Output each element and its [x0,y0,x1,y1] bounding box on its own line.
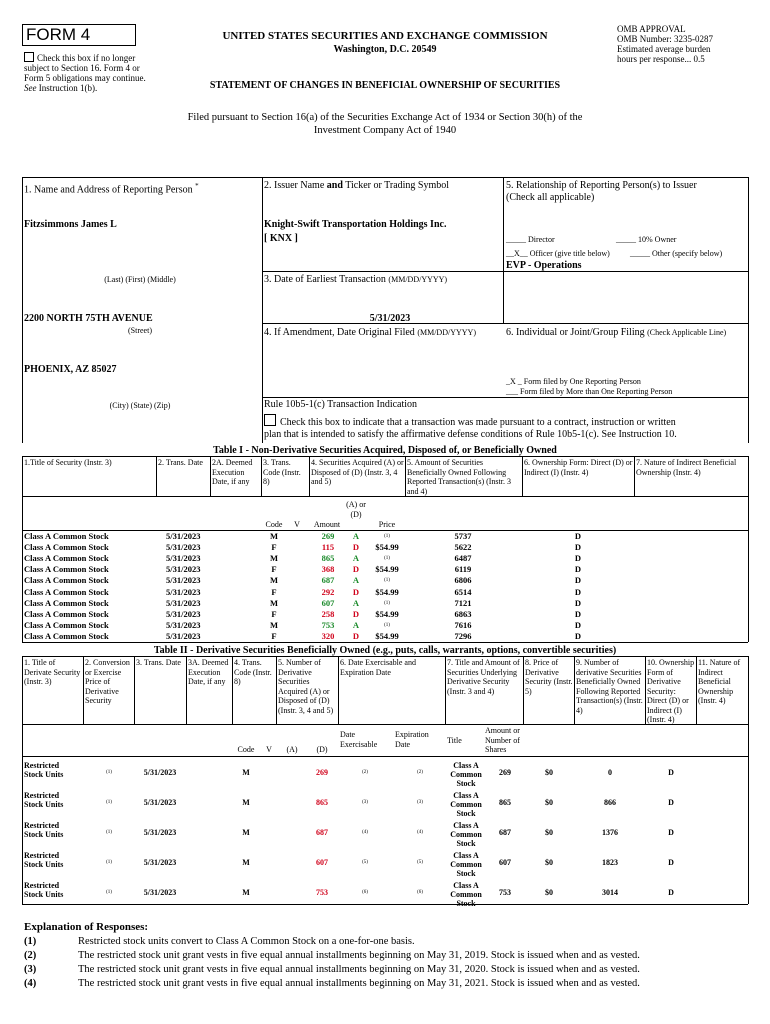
price: (1) [384,578,390,584]
amount: 607 [321,597,335,608]
filed-pursuant-text [100,111,670,137]
ownership-form: D [574,586,582,597]
underlying-shares: 753 [499,888,511,897]
t2-sub-code: Code [237,745,255,754]
city-state-zip-label: (City) (State) (Zip) [109,401,171,410]
trans-date: 5/31/2023 [166,575,201,586]
t1-h7: 7. Nature of Indirect Beneficial Ownership (Instr. 4) [636,458,737,477]
filing-label-text: 6. Individual or Joint/Group Filing [506,327,645,338]
conversion-price: (1) [106,830,112,835]
expiration-date: (6) [417,890,423,895]
t2-sub-amount: Amount or Number of Shares [485,726,520,754]
director-option: _____ Director [506,235,555,244]
disposed-amount: 607 [316,858,328,867]
table2-row [0,788,770,818]
table1-row [0,598,770,609]
omb-hours: hours per response... 0.5 [617,54,705,64]
rule-10b5-line-2: plan that is intended to satisfy the affirmative defense conditions of Rule 10b5-1(c). See Instruction 10. [264,429,677,440]
table2-row [0,758,770,788]
security-title: Class A Common Stock [24,608,109,619]
acquired-disposed: A [352,531,360,541]
ownership-form: D [574,553,582,564]
t1-h2: 2. Trans. Date [158,458,203,467]
amendment-label-text: 4. If Amendment, Date Original Filed [264,327,415,338]
t2-h1: 1. Title of Derivate Security (Instr. 3) [24,658,81,686]
derivative-price: $0 [545,828,553,837]
table1-row [0,620,770,631]
trans-code: M [242,858,250,867]
trans-code: F [271,586,277,597]
t2-sub-a: (A) [286,745,298,754]
acquired-disposed: D [352,630,360,641]
security-title: Restricted Stock Units [24,881,64,899]
date-exercisable: (4) [362,830,368,835]
omb-burden: Estimated average burden [617,44,711,54]
relationship-label [506,180,697,204]
street-label: (Street) [128,326,152,335]
trans-date: 5/31/2023 [143,768,177,777]
security-title: Class A Common Stock [24,531,109,541]
table1-row [0,587,770,598]
filed-line-1: Filed pursuant to Section 16(a) of the Securities Exchange Act of 1934 or Section 30(h) of the [187,112,583,123]
price: (1) [384,600,390,606]
explanation-number: (3) [24,964,37,975]
trans-code: F [271,564,277,575]
trans-date: 5/31/2023 [143,858,177,867]
owned-following: 5622 [454,542,472,553]
other-option: _____ Other (specify below) [630,249,723,258]
amount: 368 [321,564,335,575]
t1-h1: 1.Title of Security (Instr. 3) [24,458,112,467]
security-title: Class A Common Stock [24,542,109,553]
amount: 687 [321,575,335,586]
t1-sub-code: Code [265,520,283,529]
t2-sub-d: (D) [316,745,328,754]
explanation-number: (4) [24,978,37,989]
earliest-date-label [264,274,447,286]
reporting-city: PHOENIX, AZ 85027 [24,364,117,375]
explanation-text: Restricted stock units convert to Class A Common Stock on a one-for-one basis. [78,936,415,947]
trans-code: M [269,619,279,630]
trans-date: 5/31/2023 [143,828,177,837]
rule-10b5-checkbox[interactable] [264,414,276,426]
t2-sub-exp: Expiration Date [395,730,429,749]
rule-10b5-label: Rule 10b5-1(c) Transaction Indication [264,399,418,410]
relationship-label-1: 5. Relationship of Reporting Person(s) to Issuer [506,180,697,191]
earliest-date-format: (MM/DD/YYYY) [388,275,448,284]
officer-title: EVP - Operations [506,260,582,271]
amount: 865 [321,553,335,564]
security-title: Class A Common Stock [24,564,109,575]
filed-line-2: Investment Company Act of 1940 [313,125,457,136]
trans-code: F [271,542,277,553]
amount: 320 [321,630,335,641]
underlying-title: Class A Common Stock [450,821,482,848]
explanation-number: (1) [24,936,37,947]
owned-following: 5737 [454,531,472,541]
trans-date: 5/31/2023 [166,619,201,630]
t1-sub-amount: Amount [313,520,341,529]
t2-h7: 7. Title and Amount of Securities Underlying Derivative Security (Instr. 3 and 4) [447,658,520,696]
issuer-label-and: and [326,180,343,191]
price: $54.99 [375,564,399,575]
disposed-amount: 753 [316,888,328,897]
table1-row [0,542,770,553]
t2-h10: 10. Ownership Form of Derivative Security: Direct (D) or Indirect (I) (Instr. 4) [647,658,695,724]
filing-more-persons: ___ Form filed by More than One Reporting Person [506,387,673,396]
security-title: Restricted Stock Units [24,851,64,869]
acquired-disposed: D [352,542,360,553]
owned-following: 6119 [454,564,472,575]
acquired-disposed: D [352,564,360,575]
owned-following: 7616 [454,619,472,630]
derivative-form: D [668,828,674,837]
security-title: Class A Common Stock [24,553,109,564]
trans-date: 5/31/2023 [166,597,201,608]
omb-approval-box [617,24,747,64]
issuer-ticker: [ KNX ] [264,233,298,244]
security-title: Class A Common Stock [24,630,109,641]
date-exercisable: (5) [362,860,368,865]
security-title: Restricted Stock Units [24,821,64,839]
no-longer-subject-checkbox-text [24,52,154,93]
table1-row [0,531,770,542]
earliest-date-value: 5/31/2023 [369,313,411,324]
explanation-text: The restricted stock unit grant vests in five equal annual installments beginning on May 31, 2021. Stock is issued when and as vested. [78,978,640,989]
disposed-amount: 269 [316,768,328,777]
date-exercisable: (2) [362,770,368,775]
expiration-date: (4) [417,830,423,835]
issuer-label-a: 2. Issuer Name [264,180,325,191]
derivative-form: D [668,798,674,807]
trans-code: M [242,828,250,837]
ownership-form: D [574,608,582,619]
see-label: See [24,83,37,93]
t2-h6: 6. Date Exercisable and Expiration Date [340,658,416,677]
t2-h3: 3. Trans. Date [136,658,181,667]
table1-row [0,553,770,564]
trans-date: 5/31/2023 [166,531,201,541]
underlying-title: Class A Common Stock [450,881,482,908]
security-title: Restricted Stock Units [24,791,64,809]
derivative-price: $0 [545,858,553,867]
security-title: Class A Common Stock [24,586,109,597]
disposed-amount: 687 [316,828,328,837]
filing-note: (Check Applicable Line) [647,328,727,337]
underlying-title: Class A Common Stock [450,791,482,818]
conversion-price: (1) [106,800,112,805]
security-title: Class A Common Stock [24,575,109,586]
issuer-label-b: Ticker or Trading Symbol [345,180,450,191]
security-title: Class A Common Stock [24,619,109,630]
derivative-owned: 866 [604,798,616,807]
price: $54.99 [375,542,399,553]
expiration-date: (3) [417,800,423,805]
trans-date: 5/31/2023 [166,608,201,619]
trans-code: M [269,597,279,608]
reporting-label-mark: * [195,182,199,190]
t1-h4: 4. Securities Acquired (A) or Disposed of (D) (Instr. 3, 4 and 5) [311,458,404,486]
ownership-form: D [574,575,582,586]
ten-pct-owner-option: _____ 10% Owner [616,235,677,244]
no-longer-subject-checkbox[interactable] [24,52,34,62]
owned-following: 6863 [454,608,472,619]
trans-code: F [271,608,277,619]
officer-option: __X__ Officer (give title below) [506,249,610,258]
ownership-form: D [574,619,582,630]
acquired-disposed: A [352,597,360,608]
table1-row [0,575,770,586]
owned-following: 6487 [454,553,472,564]
derivative-owned: 1823 [602,858,618,867]
ownership-form: D [574,531,582,541]
acquired-disposed: A [352,553,360,564]
security-title: Class A Common Stock [24,597,109,608]
t2-h8: 8. Price of Derivative Security (Instr. 5) [525,658,573,696]
t1-h6: 6. Ownership Form: Direct (D) or Indirect (I) (Instr. 4) [524,458,633,477]
ownership-form: D [574,630,582,641]
trans-date: 5/31/2023 [166,553,201,564]
table2-row [0,848,770,878]
owned-following: 7121 [454,597,472,608]
agency-name: UNITED STATES SECURITIES AND EXCHANGE COMMISSION [222,30,548,42]
t2-h4: 4. Trans. Code (Instr. 8) [234,658,272,686]
t1-h2a: 2A. Deemed Execution Date, if any [212,458,253,486]
table1-row [0,631,770,642]
derivative-price: $0 [545,888,553,897]
security-title: Restricted Stock Units [24,761,64,779]
underlying-shares: 687 [499,828,511,837]
omb-number: OMB Number: 3235-0287 [617,34,713,44]
expiration-date: (2) [417,770,423,775]
filing-label [506,327,746,339]
derivative-owned: 1376 [602,828,618,837]
acquired-disposed: D [352,608,360,619]
reporting-label-text: 1. Name and Address of Reporting Person [24,184,193,196]
amount: 753 [321,619,335,630]
explanation-title: Explanation of Responses: [24,921,149,933]
issuer-name: Knight-Swift Transportation Holdings Inc. [264,219,447,230]
underlying-shares: 865 [499,798,511,807]
t1-h5: 5. Amount of Securities Beneficially Owned Following Reported Transaction(s) (Instr. 3 and 4) [407,458,511,496]
conversion-price: (1) [106,860,112,865]
underlying-title: Class A Common Stock [450,761,482,788]
t2-h9: 9. Number of derivative Securities Beneficially Owned Following Reported Transaction(s) (Instr. 4) [576,658,643,715]
omb-title: OMB APPROVAL [617,24,686,34]
trans-date: 5/31/2023 [166,630,201,641]
reporting-street: 2200 NORTH 75TH AVENUE [24,313,153,324]
price: (1) [384,556,390,562]
instruction-label: Instruction 1(b). [38,83,98,93]
price: $54.99 [375,586,399,597]
explanation-number: (2) [24,950,37,961]
price: $54.99 [375,608,399,619]
explanation-text: The restricted stock unit grant vests in five equal annual installments beginning on May 31, 2020. Stock is issued when and as vested. [78,964,640,975]
statement-title: STATEMENT OF CHANGES IN BENEFICIAL OWNERSHIP OF SECURITIES [209,80,561,91]
filing-one-person: _X _ Form filed by One Reporting Person [506,377,641,386]
trans-code: M [269,575,279,586]
t2-h2: 2. Conversion or Exercise Price of Derivative Security [85,658,130,705]
issuer-label [264,180,449,192]
t1-h3: 3. Trans. Code (Instr. 8) [263,458,301,486]
t2-h3a: 3A. Deemed Execution Date, if any [188,658,229,686]
form-title: FORM 4 [26,25,91,44]
owned-following: 6806 [454,575,472,586]
amendment-label [264,327,476,339]
t1-sub-aord: (A) or (D) [346,500,366,519]
acquired-disposed: A [352,619,360,630]
derivative-owned: 3014 [602,888,618,897]
rule-10b5-text [264,414,746,441]
check-box-label: Check this box if no longer subject to Section 16. Form 4 or Form 5 obligations may continue. [24,53,146,83]
amendment-format: (MM/DD/YYYY) [417,328,476,337]
t1-sub-v: V [294,520,300,529]
amount: 269 [321,531,335,541]
ownership-form: D [574,542,582,553]
trans-date: 5/31/2023 [166,586,201,597]
underlying-shares: 269 [499,768,511,777]
date-exercisable: (6) [362,890,368,895]
agency-city: Washington, D.C. 20549 [333,44,437,55]
trans-code: M [269,531,279,541]
amount: 115 [321,542,335,553]
explanation-text: The restricted stock unit grant vests in five equal annual installments beginning on May 31, 2019. Stock is issued when and as vested. [78,950,640,961]
derivative-form: D [668,888,674,897]
t2-sub-exer: Date Exercisable [340,730,378,749]
table1-row [0,564,770,575]
t2-sub-title: Title [447,736,462,745]
table1-title: Table I - Non-Derivative Securities Acquired, Disposed of, or Beneficially Owned [213,445,557,456]
conversion-price: (1) [106,890,112,895]
price: (1) [384,622,390,628]
reporting-person-name: Fitzsimmons James L [24,219,117,230]
earliest-date-label-text: 3. Date of Earliest Transaction [264,274,386,285]
trans-date: 5/31/2023 [143,798,177,807]
table2-title: Table II - Derivative Securities Beneficially Owned (e.g., puts, calls, warrants, options, convertible securities) [153,645,617,656]
price: (1) [384,534,390,539]
derivative-owned: 0 [608,768,612,777]
amount: 258 [321,608,335,619]
ownership-form: D [574,597,582,608]
trans-code: F [271,630,277,641]
t2-h5: 5. Number of Derivative Securities Acquired (A) or Disposed of (D) (Instr. 3, 4 and 5) [278,658,334,715]
t2-sub-v: V [266,745,272,754]
derivative-form: D [668,858,674,867]
owned-following: 7296 [454,630,472,641]
underlying-shares: 607 [499,858,511,867]
trans-code: M [269,553,279,564]
name-format-label: (Last) (First) (Middle) [104,275,176,284]
ownership-form: D [574,564,582,575]
t1-sub-price: Price [378,520,396,529]
trans-date: 5/31/2023 [143,888,177,897]
owned-following: 6514 [454,586,472,597]
trans-date: 5/31/2023 [166,564,201,575]
form-title-box [22,24,136,46]
rule-10b5-line-1: Check this box to indicate that a transaction was made pursuant to a contract, instruction or written [280,417,676,428]
acquired-disposed: D [352,586,360,597]
reporting-person-label [24,180,199,196]
trans-date: 5/31/2023 [166,542,201,553]
table2-row [0,818,770,848]
price: $54.99 [375,630,399,641]
table2-row [0,878,770,908]
amount: 292 [321,586,335,597]
expiration-date: (5) [417,860,423,865]
derivative-price: $0 [545,768,553,777]
table1-row [0,609,770,620]
trans-code: M [242,798,250,807]
date-exercisable: (3) [362,800,368,805]
trans-code: M [242,888,250,897]
trans-code: M [242,768,250,777]
derivative-price: $0 [545,798,553,807]
t2-h11: 11. Nature of Indirect Beneficial Ownership (Instr. 4) [698,658,741,705]
derivative-form: D [668,768,674,777]
relationship-label-2: (Check all applicable) [506,192,595,203]
disposed-amount: 865 [316,798,328,807]
acquired-disposed: A [352,575,360,586]
underlying-title: Class A Common Stock [450,851,482,878]
conversion-price: (1) [106,770,112,775]
